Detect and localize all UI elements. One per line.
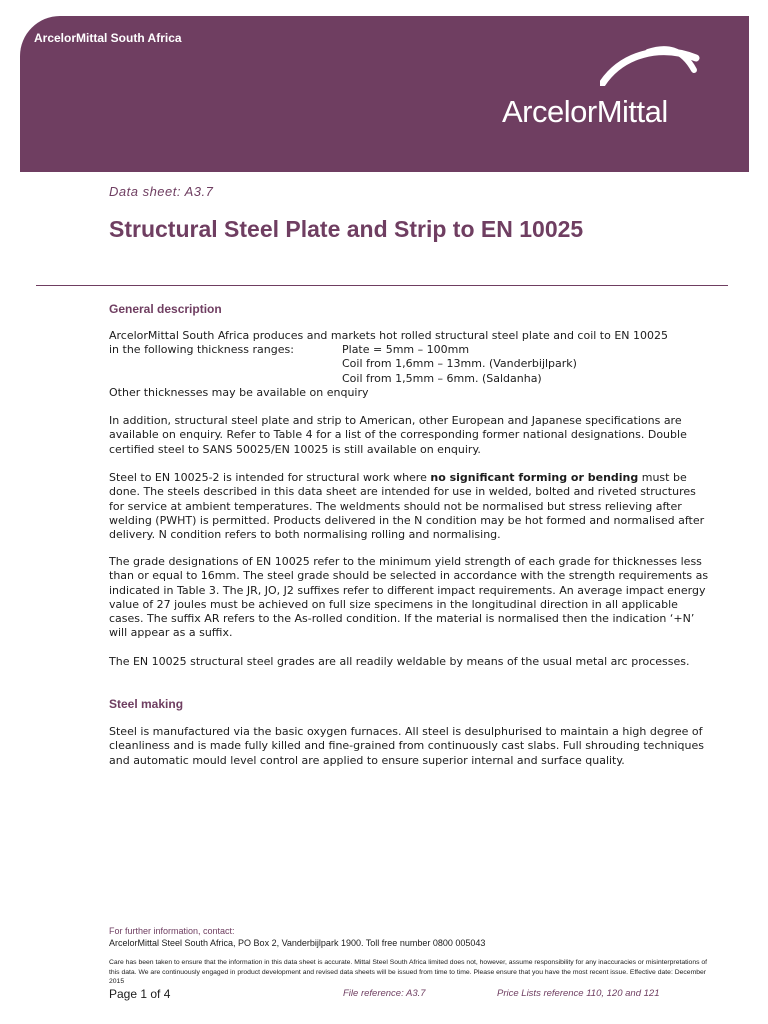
logo-text: ArcelorMittal — [502, 94, 668, 129]
thickness-value: Coil from 1,6mm – 13mm. (Vanderbijlpark) — [342, 357, 577, 371]
page-number: Page 1 of 4 — [109, 987, 171, 1001]
datasheet-label: Data sheet: A3.7 — [109, 184, 214, 199]
intended-use-paragraph — [109, 471, 709, 542]
price-list-reference: Price Lists reference 110, 120 and 121 — [497, 988, 660, 999]
intended-use-text-a: Steel to EN 10025-2 is intended for structural work where — [109, 471, 431, 484]
file-reference: File reference: A3.7 — [343, 988, 426, 999]
general-description-heading: General description — [109, 302, 222, 316]
thickness-label — [109, 372, 342, 386]
intro-paragraph: ArcelorMittal South Africa produces and markets hot rolled structural steel plate and coil to EN 10025 — [109, 329, 669, 342]
weldability-paragraph: The EN 10025 structural steel grades are all readily weldable by means of the usual metal arc processes. — [109, 655, 690, 668]
logo — [496, 40, 706, 135]
thickness-label: in the following thickness ranges: — [109, 343, 294, 356]
thickness-row — [109, 372, 577, 386]
swoosh-icon — [600, 40, 700, 86]
steel-making-paragraph: Steel is manufactured via the basic oxygen furnaces. All steel is desulphurised to maintain a high degree of cleanliness and is made fully killed and fine-grained from continuously cast slabs. Full shrouding techniques and automatic mould level control are applied to ensure superior internal and surface quality. — [109, 725, 704, 767]
emphasis-text: no significant forming or bending — [430, 471, 639, 484]
thickness-label — [109, 357, 342, 371]
thickness-value: Coil from 1,5mm – 6mm. (Saldanha) — [342, 371, 542, 385]
thickness-row — [109, 343, 577, 357]
document-title: Structural Steel Plate and Strip to EN 10025 — [109, 216, 584, 242]
grade-designations-paragraph: The grade designations of EN 10025 refer to the minimum yield strength of each grade for thicknesses less than or equal to 16mm. The steel grade should be selected in accordance with the strength requirements as indicated in Table 3. The JR, JO, J2 suffixes refer to different impact requirements. An average impact energy value of 27 joules must be achieved on full size specimens in the longitudinal direction in all applicable cases. The suffix AR refers to the As-rolled condition. If the material is normalised then the indication ‘+N’ will appear as a suffix. — [109, 555, 709, 640]
specifications-paragraph: In addition, structural steel plate and strip to American, other European and Japanese specifications are available on enquiry. Refer to Table 4 for a list of the corresponding former national designations. Double certified steel to SANS 50025/EN 10025 is still available on enquiry. — [109, 414, 687, 456]
thickness-ranges — [109, 343, 577, 400]
company-name: ArcelorMittal South Africa — [34, 31, 182, 45]
other-thickness-note: Other thicknesses may be available on enquiry — [109, 385, 369, 399]
disclaimer: Care has been taken to ensure that the information in this data sheet is accurate. Mittal Steel South Africa limited does not, however, assume responsibility for any inaccuracies or misinterpretations of this data. We are continuously engaged in product development and revised data sheets will be issued from time to time. Please ensure that you have the most recent issue. Effective date: December 2015 — [109, 959, 708, 986]
contact-heading: For further information, contact: — [109, 926, 235, 936]
divider — [36, 285, 728, 286]
thickness-row — [109, 357, 577, 371]
contact-details: ArcelorMittal Steel South Africa, PO Box 2, Vanderbijlpark 1900. Toll free number 0800 005043 — [109, 938, 486, 948]
steel-making-heading: Steel making — [109, 697, 184, 711]
thickness-value: Plate = 5mm – 100mm — [342, 343, 470, 356]
intended-use-text-b: must be done. The steels described in this data sheet are intended for use in welded, bolted and riveted structures for service at ambient temperatures. The weldments should not be normalised but stress relieving after welding (PWHT) is permitted. Products delivered in the N condition may be hot formed and normalised after delivery. N condition refers to both normalising rolling and normalising. — [109, 471, 705, 542]
